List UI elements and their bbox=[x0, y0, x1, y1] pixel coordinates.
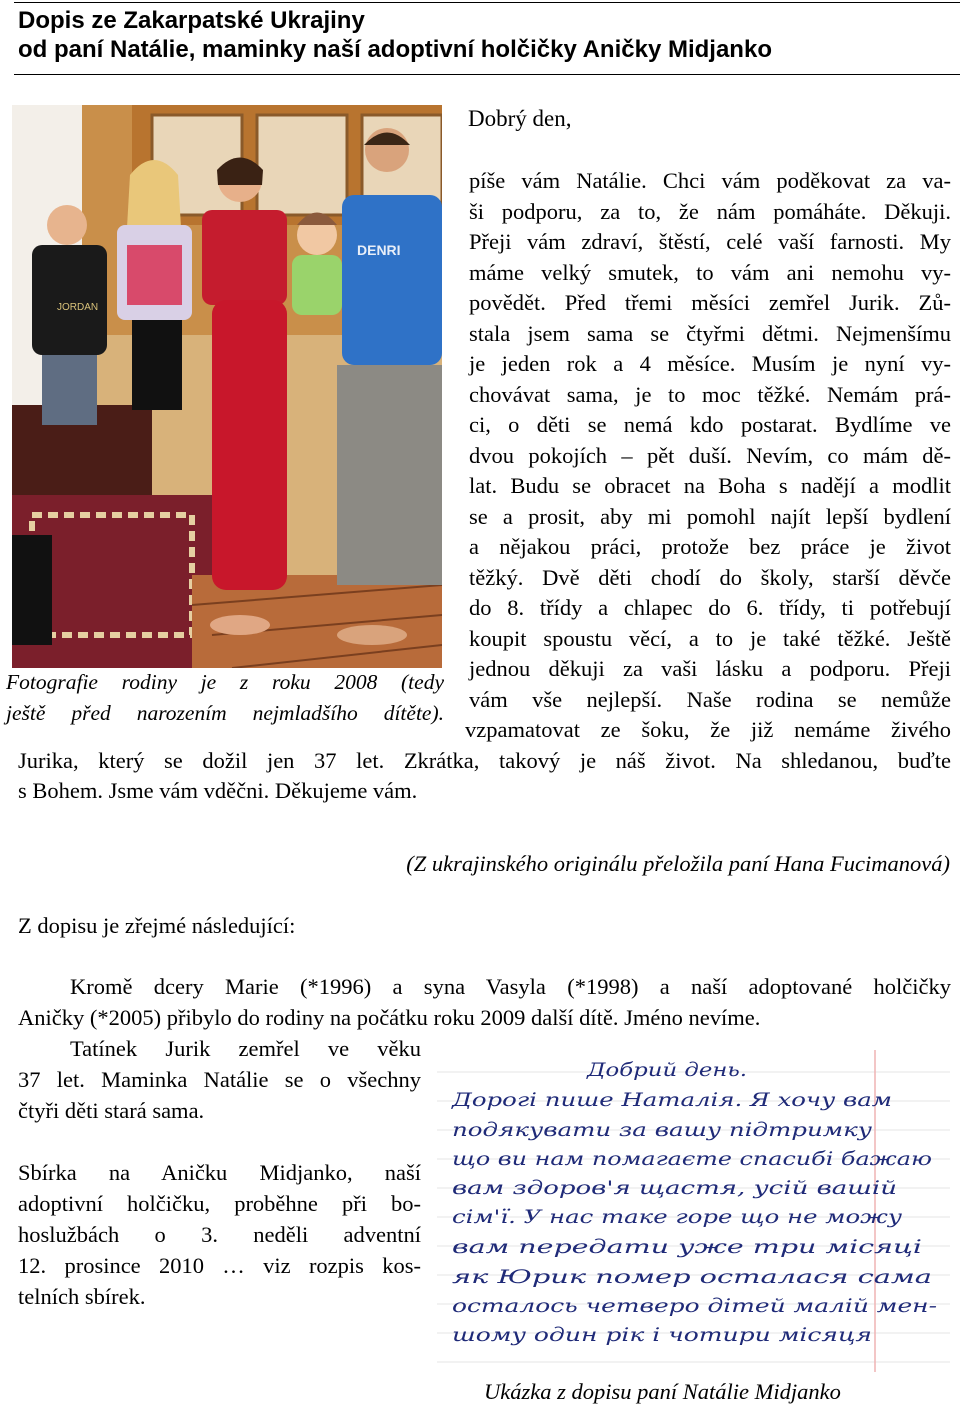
shirt-print-text-2: DENRI bbox=[357, 242, 401, 258]
top-rule bbox=[14, 2, 960, 3]
notes-para2-line: 37 let. Maminka Natálie se o všechny bbox=[18, 1067, 421, 1092]
handwritten-letter-sample bbox=[437, 1050, 950, 1372]
handwriting-line: Дорогі пише Наталія. Я хочу вам bbox=[450, 1089, 892, 1111]
letter-line: vám vše nejlepší. Naše rodina se nemůže bbox=[469, 686, 951, 712]
handwriting-line: осталось четверо дітей малій мен- bbox=[452, 1295, 937, 1317]
letter-line: píše vám Natálie. Chci vám poděkovat za va- bbox=[469, 168, 951, 193]
photo-caption-line-1: Fotografie rodiny je z roku 2008 (tedy bbox=[6, 670, 444, 694]
notes-para3-line: adoptivní holčičku, proběhne při bo- bbox=[18, 1191, 421, 1216]
notes-para3-line: Sbírka na Aničku Midjanko, naší bbox=[18, 1160, 421, 1185]
handwriting-line: подякувати за вашу підтримку bbox=[452, 1119, 872, 1141]
title-underline bbox=[14, 74, 960, 75]
handwriting-line: вам здоров'я щастя, усій вашій bbox=[452, 1177, 897, 1199]
title-line-2: od paní Natálie, maminky naší adoptivní holčičky Aničky Midjanko bbox=[18, 36, 772, 63]
handwriting-line: шому один рік і чотири місяця bbox=[452, 1324, 872, 1346]
letter-line: lat. Budu se obracet na Boha s nadějí a modlit bbox=[469, 473, 951, 498]
letter-greeting: Dobrý den, bbox=[468, 106, 572, 131]
photo-caption bbox=[6, 667, 444, 729]
letter-line-full: s Bohem. Jsme vám vděčni. Děkujeme vám. bbox=[18, 778, 418, 803]
letter-line: chovávat sama, je to moc těžké. Nemám prá- bbox=[469, 381, 951, 407]
letter-line: stala jsem sama se čtyřmi dětmi. Nejmenšímu bbox=[469, 320, 951, 346]
translation-credit: (Z ukrajinského originálu přeložila paní Hana Fucimanová) bbox=[406, 851, 950, 876]
letter-line: a nějakou práci, protože bez práce je život bbox=[469, 534, 951, 559]
letter-line: se a prosit, aby mi pomohl najít lepší bydlení bbox=[469, 503, 951, 529]
letter-line: dvou pokojích – pět duší. Nevím, co mám dě- bbox=[469, 442, 951, 468]
letter-line: koupit spoustu věcí, a to je také těžké. Ještě bbox=[469, 625, 951, 651]
notes-para3-line: telních sbírek. bbox=[18, 1284, 146, 1309]
letter-line: ci, o děti se nemá kdo postarat. Bydlíme ve bbox=[469, 412, 951, 437]
photo-caption-line-2: ještě před narozením nejmladšího dítěte). bbox=[6, 701, 444, 725]
notes-para3-line: 12. prosince 2010 … viz rozpis kos- bbox=[18, 1253, 421, 1278]
notes-para2-line: čtyři děti stará sama. bbox=[18, 1098, 205, 1123]
notes-para1-line: Kromě dcery Marie (*1996) a syna Vasyla (*1998) a naší adoptované holčičky bbox=[70, 974, 951, 999]
shirt-print-text: JORDAN bbox=[57, 302, 99, 313]
letter-line: máme velký smutek, to vám ani nemohu vy- bbox=[469, 259, 951, 285]
family-photo bbox=[12, 105, 442, 668]
handwritten-letter-image bbox=[437, 1050, 950, 1372]
letter-line-full: Jurika, který se dožil jen 37 let. Zkrátka, takový je náš život. Na shledanou, buďte bbox=[18, 747, 951, 773]
handwriting-line: як Юрик помер осталася сама bbox=[452, 1266, 932, 1288]
title-line-1: Dopis ze Zakarpatské Ukrajiny bbox=[18, 7, 365, 34]
family-photo-illustration bbox=[12, 105, 442, 668]
handwriting-line: сім'ї. У нас таке горе що не можу bbox=[452, 1206, 902, 1228]
handwriting-line: вам передати уже три місяці bbox=[452, 1236, 922, 1258]
handwriting-line: Добрий день. bbox=[585, 1059, 747, 1081]
letter-line: ši podporu, za to, že nám pomáháte. Děkuji. bbox=[469, 198, 951, 224]
notes-intro: Z dopisu je zřejmé následující: bbox=[18, 913, 296, 938]
notes-para3-line: hoslužbách o 3. neděli adventní bbox=[18, 1222, 421, 1247]
page-title bbox=[18, 6, 958, 64]
letter-line: vzpamatovat ze šoku, že již nemáme živého bbox=[465, 717, 951, 742]
letter-line: Přeji vám zdraví, štěstí, celé vaší farnosti. My bbox=[469, 229, 951, 254]
handwriting-line: що ви нам помагаєте спасибі бажаю bbox=[452, 1148, 932, 1170]
letter-line: jednou děkuji za vaši lásku a podporu. Přeji bbox=[469, 656, 951, 681]
handwriting-caption: Ukázka z dopisu paní Natálie Midjanko bbox=[484, 1379, 841, 1404]
letter-line: povědět. Před třemi měsíci zemřel Jurik. Zů- bbox=[469, 290, 951, 315]
letter-line: těžký. Dvě děti chodí do školy, starší děvče bbox=[469, 564, 951, 590]
letter-line: do 8. třídy a chlapec do 6. třídy, ti potřebují bbox=[469, 595, 951, 620]
letter-line: je jeden rok a 4 měsíce. Musím je nyní vy- bbox=[469, 351, 951, 376]
notes-para2-line: Tatínek Jurik zemřel ve věku bbox=[70, 1036, 421, 1061]
notes-para1-line: Aničky (*2005) přibylo do rodiny na počátku roku 2009 další dítě. Jméno nevíme. bbox=[18, 1005, 761, 1030]
